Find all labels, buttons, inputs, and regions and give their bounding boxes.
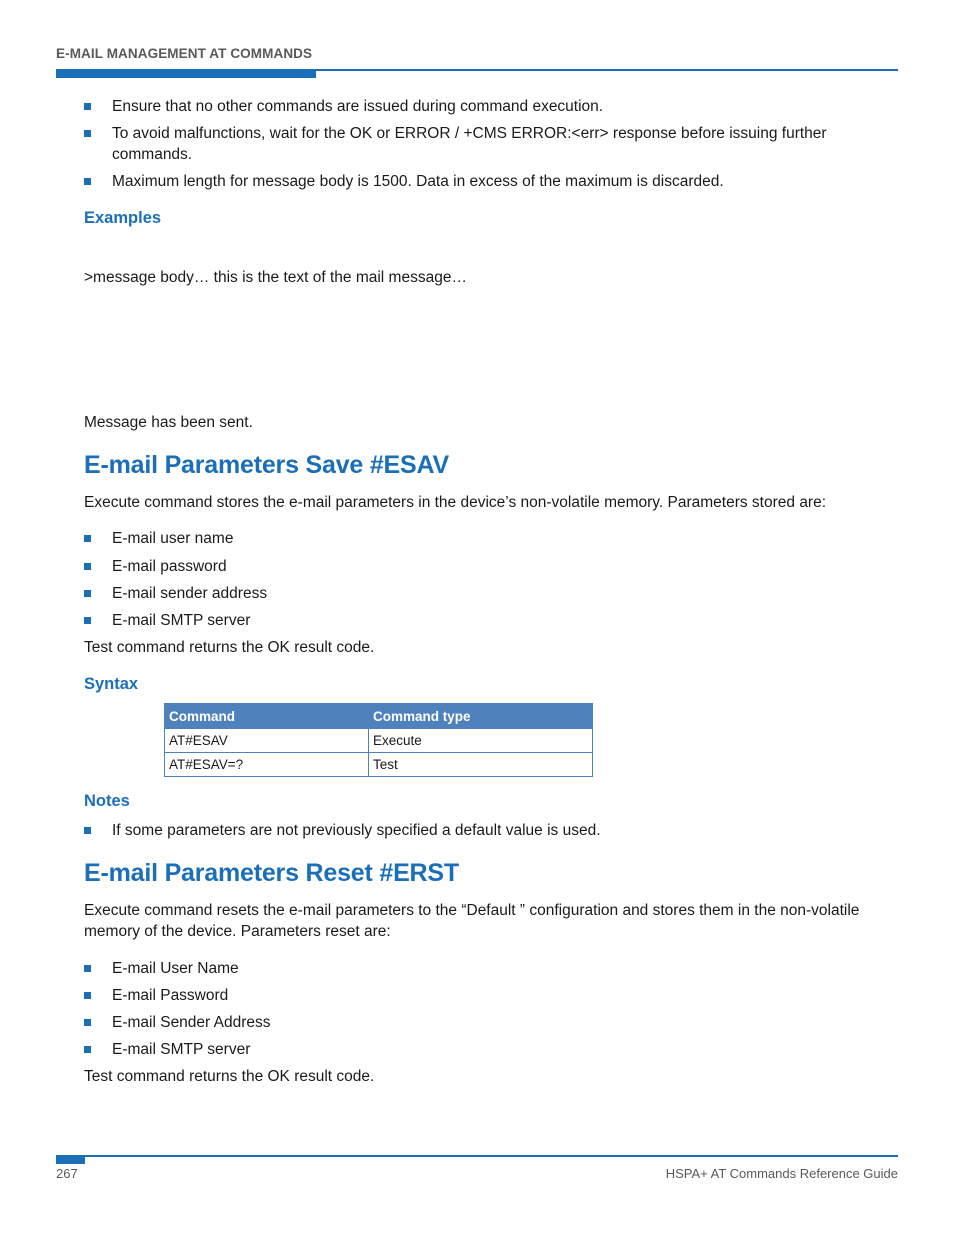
examples-heading: Examples — [84, 209, 162, 227]
table-row — [165, 729, 593, 753]
table-cell: AT#ESAV — [165, 729, 369, 753]
bullet-square-icon — [84, 103, 91, 110]
example-line: Message has been sent. — [84, 414, 253, 431]
document-title: HSPA+ AT Commands Reference Guide — [665, 1166, 898, 1181]
example-line: >message body… this is the text of the mail message… — [84, 269, 467, 286]
erst-description: Execute command resets the e-mail parameters to the “Default ” configuration and stores them in the non-volatile memory of the device. Parameters reset are: — [84, 902, 860, 940]
table-header-row — [165, 704, 593, 729]
bullet-square-icon — [84, 827, 91, 834]
column-header-command: Command — [165, 704, 369, 729]
bullet-square-icon — [84, 965, 91, 972]
bullet-square-icon — [84, 130, 91, 137]
bullet-square-icon — [84, 992, 91, 999]
bullet-square-icon — [84, 1019, 91, 1026]
bullet-square-icon — [84, 535, 91, 542]
erst-test-note: Test command returns the OK result code. — [84, 1068, 375, 1085]
bullet-square-icon — [84, 617, 91, 624]
bullet-square-icon — [84, 178, 91, 185]
header-accent-block — [56, 70, 316, 78]
section-title-esav: E-mail Parameters Save #ESAV — [84, 451, 449, 479]
table-cell: Execute — [369, 729, 593, 753]
bullet-square-icon — [84, 590, 91, 597]
syntax-heading: Syntax — [84, 675, 139, 693]
running-header: E-MAIL MANAGEMENT AT COMMANDS — [56, 46, 313, 61]
page-number: 267 — [56, 1166, 78, 1181]
table-cell: AT#ESAV=? — [165, 753, 369, 777]
section-title-erst: E-mail Parameters Reset #ERST — [84, 859, 459, 887]
column-header-command-type: Command type — [369, 704, 593, 729]
bullet-square-icon — [84, 563, 91, 570]
footer-accent-block — [56, 1156, 85, 1164]
syntax-table — [164, 703, 593, 777]
table-row — [165, 753, 593, 777]
footer-rule — [56, 1155, 898, 1157]
bullet-square-icon — [84, 1046, 91, 1053]
esav-description: Execute command stores the e-mail parameters in the device’s non-volatile memory. Parameters stored are: — [84, 494, 827, 511]
notes-heading: Notes — [84, 792, 130, 810]
table-cell: Test — [369, 753, 593, 777]
esav-test-note: Test command returns the OK result code. — [84, 639, 375, 656]
